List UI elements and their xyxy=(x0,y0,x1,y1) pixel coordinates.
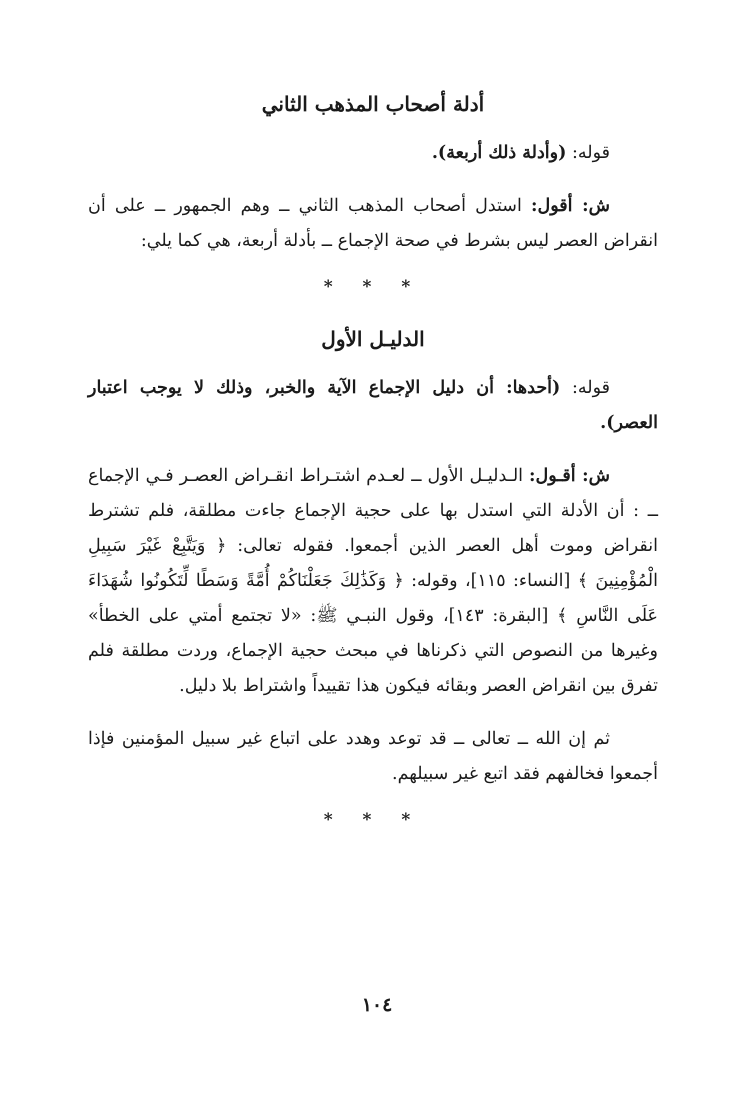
commentary-paragraph-3 xyxy=(88,722,658,792)
section-divider: * * * xyxy=(323,810,423,830)
quote-text: (وأدلة ذلك أربعة). xyxy=(431,143,567,163)
commentary-paragraph-1 xyxy=(88,189,658,259)
section-divider: * * * xyxy=(323,277,423,297)
commentary-paragraph-2 xyxy=(88,459,658,704)
page-number: ١٠٤ xyxy=(361,994,393,1016)
quote-text: (أحدها: أن دليل الإجماع الآية والخبر، وذلك لا يوجب اعتبار العصر). xyxy=(88,378,658,433)
commentary-lead: ش: أقول: xyxy=(531,196,610,216)
quote-paragraph-2 xyxy=(88,371,658,441)
book-page xyxy=(88,92,658,1102)
commentary-text: ثم إن الله ــ تعالى ــ قد توعد وهدد على اتباع غير سبيل المؤمنين فإذا أجمعوا فخالفهم فقد اتبع غير سبيلهم. xyxy=(88,729,658,784)
commentary-text: الـدليـل الأول ــ لعـدم اشتـراط انقـراض العصـر فـي الإجماع ــ : أن الأدلة التي استدل بها على حجية الإجماع جاءت مطلقة، فلم تشترط انقراض وموت أهل العصر الذين أجمعوا. فقوله تعالى: ﴿ وَيَتَّبِعْ غَيْرَ سَبِيلِ الْمُؤْمِنِينَ ﴾ [النساء: ١١٥]، وقوله: ﴿ وَكَذَٰلِكَ جَعَلْنَاكُمْ أُمَّةً وَسَطًا لِّتَكُونُوا شُهَدَاءَ عَلَى النَّاسِ ﴾ [البقرة: ١٤٣]، وقول النبـي ﷺ: «لا تجتمع أمتي على الخطأ» وغيرها من النصوص التي ذكرناها في مبحث حجية الإجماع، وردت مطلقة فلم تفرق بين انقراض العصر وبقائه فيكون هذا تقييداً واشتراط بلا دليل. xyxy=(88,466,658,696)
section-heading: أدلة أصحاب المذهب الثاني xyxy=(261,92,485,116)
commentary-lead: ش: أقـول: xyxy=(529,466,610,486)
quote-lead: قوله: xyxy=(571,378,610,398)
quote-paragraph-1 xyxy=(88,136,658,171)
quote-lead: قوله: xyxy=(571,143,610,163)
subsection-heading: الدليـل الأول xyxy=(321,327,425,351)
commentary-text: استدل أصحاب المذهب الثاني ــ وهم الجمهور ــ على أن انقراض العصر ليس بشرط في صحة الإجماع ــ بأدلة أربعة، هي كما يلي: xyxy=(88,196,658,251)
